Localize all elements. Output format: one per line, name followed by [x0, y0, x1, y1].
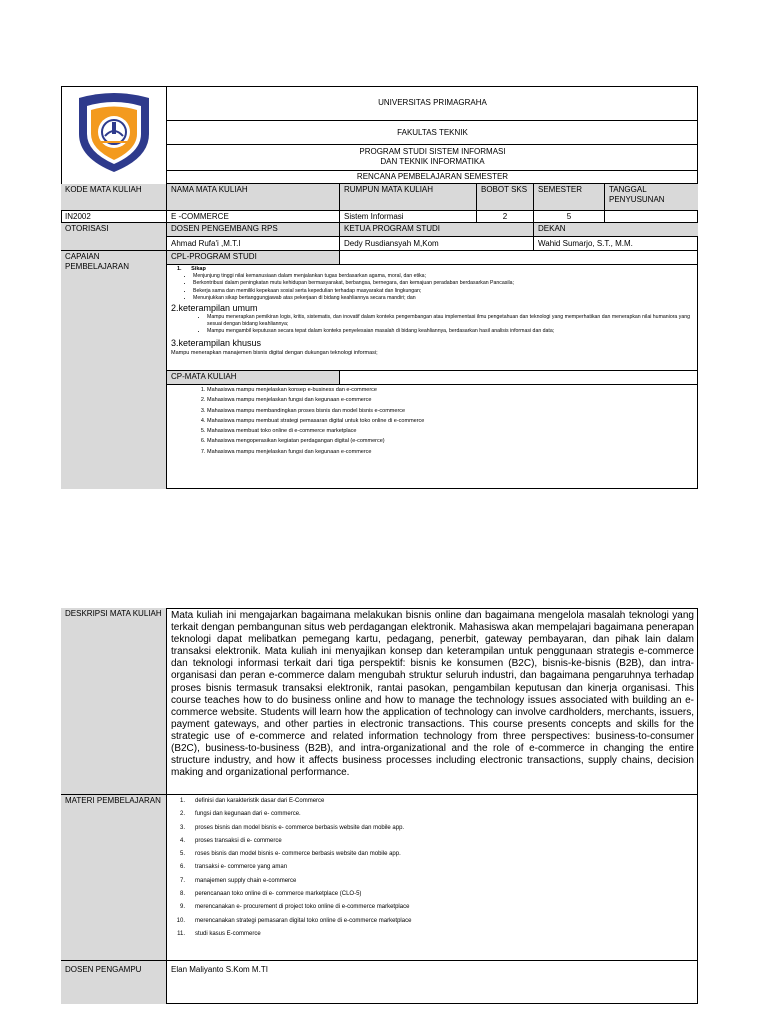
dosen-pengembang-label: DOSEN PENGEMBANG RPS	[167, 222, 340, 236]
list-item	[177, 848, 698, 861]
umum-list	[171, 314, 694, 336]
logo-cell	[61, 86, 167, 184]
materi-text: merencanakan e- procurement di project toko online di e-commerce marketplace	[195, 904, 410, 911]
materi-number: 5.	[179, 851, 185, 858]
materi-text: definisi dan karakteristik dasar dari E-Commerce	[195, 798, 325, 804]
materi-number: 2.	[179, 811, 185, 818]
semester-value: 5	[534, 210, 605, 222]
list-item	[177, 835, 698, 848]
materi-text: studi kasus E-commerce	[195, 930, 261, 937]
list-item: 5. Mahasiswa membuat toko online di e-commerce marketplace	[207, 426, 698, 436]
materi-content	[167, 794, 698, 960]
cpmk-empty-cell	[340, 370, 698, 384]
keterampilan-khusus-text: Mampu menerapkan manajemen bisnis digital dengan dukungan teknologi informasi;	[171, 349, 378, 356]
sikap-title: Sikap	[191, 266, 206, 272]
list-item: 6. Mahasiswa mengoperasikan kegiatan perdagangan digital (e-commerce)	[207, 436, 698, 446]
cpl-empty-cell	[340, 250, 698, 264]
list-item: 1. Mahasiswa mampu menjelaskan konsep e-business dan e-commerce	[207, 385, 698, 395]
sikap-number: 1.	[177, 266, 182, 272]
tanggal-label: TANGGAL PENYUSUNAN	[605, 184, 698, 210]
list-item: 4. Mahasiswa mampu membuat strategi pemasaran digital untuk toko online di e-commerce	[207, 416, 698, 426]
cpl-label: CPL-PROGRAM STUDI	[167, 250, 340, 264]
rps-title: RENCANA PEMBELAJARAN SEMESTER	[167, 170, 698, 184]
faculty-title: FAKULTAS TEKNIK	[167, 121, 698, 145]
list-item	[177, 861, 698, 874]
materi-label: MATERI PEMBELAJARAN	[61, 794, 167, 960]
list-item: 3. Mahasiswa mampu membandingkan proses bisnis dan model bisnis e-commerce	[207, 406, 698, 416]
dosen-pengembang-value: Ahmad Rufa'i ,M.T.I	[167, 236, 340, 250]
rumpun-label: RUMPUN MATA KULIAH	[340, 184, 477, 210]
list-item: • Berkontribusi dalam peningkatan mutu kehidupan bermasyarakat, berbangsa, bernegara, dan kemajuan peradaban berdasarkan Pancasila;	[193, 280, 694, 287]
list-item	[177, 822, 698, 835]
cpmk-label: CP-MATA KULIAH	[167, 370, 340, 384]
capaian-label: CAPAIAN PEMBELAJARAN	[61, 250, 167, 489]
dosen-pengampu-value: Elan Maliyanto S.Kom M.TI	[167, 960, 698, 1004]
list-item	[177, 875, 698, 888]
list-item	[177, 795, 698, 808]
list-item: 7. Mahasiswa mampu menjelaskan fungsi dan kegunaan e-commerce	[207, 447, 698, 457]
list-item: • Mampu menerapkan pemikiran logis, kritis, sistematis, dan inovatif dalam konteks pengembangan atau implementasi ilmu pengetahuan dan teknologi yang memperhatikan dan menerapkan nilai humaniora yang sesuai dengan bidang keahliannya;	[207, 314, 694, 329]
dekan-value: Wahid Sumarjo, S.T., M.M.	[534, 236, 698, 250]
materi-number: 8.	[179, 891, 185, 898]
program-title	[167, 145, 698, 170]
otorisasi-label: OTORISASI	[61, 222, 167, 250]
program-line-2: DAN TEKNIK INFORMATIKA	[380, 157, 485, 166]
list-item: • Menjunjung tinggi nilai kemanusiaan dalam menjalankan tugas berdasarkan agama, moral, dan etika;	[193, 273, 694, 280]
list-item	[177, 915, 698, 928]
bobot-label: BOBOT SKS	[477, 184, 534, 210]
materi-text: fungsi dan kegunaan dari e- commerce.	[195, 811, 301, 818]
keterampilan-umum-title: 2.keterampilan umum	[171, 302, 258, 313]
materi-text: manajemen supply chain e-commerce	[195, 877, 297, 884]
cpmk-list	[167, 385, 698, 457]
materi-list	[167, 795, 698, 941]
program-line-1: PROGRAM STUDI SISTEM INFORMASI	[359, 147, 506, 156]
kaprodi-label: KETUA PROGRAM STUDI	[340, 222, 534, 236]
materi-number: 10.	[176, 917, 185, 924]
nama-label: NAMA MATA KULIAH	[167, 184, 340, 210]
materi-number: 3.	[179, 824, 185, 831]
list-item: • Menunjukkan sikap bertanggungjawab atas pekerjaan di bidang keahliannya secara mandiri; dan	[193, 295, 694, 302]
list-item	[177, 808, 698, 821]
semester-label: SEMESTER	[534, 184, 605, 210]
dekan-label: DEKAN	[534, 222, 698, 236]
kaprodi-value: Dedy Rusdiansyah M,Kom	[340, 236, 534, 250]
university-title: UNIVERSITAS PRIMAGRAHA	[167, 86, 698, 121]
materi-text: proses transaksi di e- commerce	[195, 837, 282, 844]
materi-number: 9.	[179, 904, 185, 911]
list-item	[177, 901, 698, 914]
materi-text: merencanakan strategi pemasaran digital toko online di e-commerce marketplace	[195, 917, 412, 924]
materi-number: 1.	[179, 798, 185, 804]
materi-text: transaksi e- commerce yang aman	[195, 864, 288, 871]
rumpun-value: Sistem Informasi	[340, 210, 477, 222]
cpl-content	[167, 264, 698, 370]
kode-value: IN2002	[61, 210, 167, 222]
bobot-value: 2	[477, 210, 534, 222]
list-item: • Mampu mengambil keputusan secara tepat dalam konteks penyelesaian masalah di bidang keahliannya, berdasarkan hasil analisis informasi dan data;	[207, 328, 694, 335]
list-item: • Bekerja sama dan memiliki kepekaan sosial serta kepedulian terhadap masyarakat dan lingkungan;	[193, 288, 694, 295]
materi-text: perencanaan toko online di e- commerce marketplace (CLO-5)	[195, 891, 362, 898]
materi-number: 11.	[177, 930, 185, 937]
tanggal-value	[605, 210, 698, 222]
cpmk-content	[167, 384, 698, 489]
materi-text: proses bisnis dan model bisnis e- commerce berbasis website dan mobile app.	[195, 824, 405, 831]
keterampilan-khusus-title: 3.keterampilan khusus	[171, 337, 262, 348]
dosen-pengampu-label: DOSEN PENGAMPU	[61, 960, 167, 1004]
university-logo-icon	[61, 86, 167, 184]
list-item	[177, 928, 698, 941]
kode-label: KODE MATA KULIAH	[61, 184, 167, 210]
materi-number: 4.	[179, 837, 185, 844]
materi-number: 7.	[179, 877, 185, 884]
list-item	[177, 888, 698, 901]
sikap-list	[171, 273, 694, 303]
list-item: 2. Mahasiswa mampu menjelaskan fungsi dan kegunaan e-commerce	[207, 395, 698, 405]
nama-value: E -COMMERCE	[167, 210, 340, 222]
deskripsi-label: DESKRIPSI MATA KULIAH	[61, 608, 167, 794]
materi-text: roses bisnis dan model bisnis e- commerce berbasis website dan mobile app.	[195, 851, 401, 858]
deskripsi-text: Mata kuliah ini mengajarkan bagaimana melakukan bisnis online dan bagaimana mengelola masalah teknologi yang terkait dengan pembangunan situs web perdagangan elektronik. Mahasiswa akan mempelajari bagaimana penerapan teknologi dapat melibatkan pemegang kartu, pedagang, penerbit, gateway pembayaran, dan pihak lain dalam transaksi elektronik. Mata kuliah ini menyajikan konsep dan keterampilan untuk penggunaan strategis e-commerce dan teknologi informasi terkait dari tiga perspektif: bisnis ke konsumen (B2C), bisnis-ke-bisnis (B2B), dan intra-organisasi dan peran e-commerce dalam mengubah struktur seluruh industri, dan bagaimana pengaruhnya terhadap proses bisnis termasuk transaksi elektronik, rantai pasokan, pengambilan keputusan dan kinerja organisasi. This course teaches how to do business online and how to manage the technology issues associated with building an e-commerce website. Students will learn how the application of technology can involve cardholders, merchants, issuers, payment gateways, and other parties in electronic transactions. This course presents concepts and skills for the strategic use of e-commerce and related information technology from three perspectives: business-to-consumer (B2C), business-to-business (B2B), and intra-organizational and the role of e-commerce in changing the entire structure industry, and how it affects business processes including electronic transactions, supply chains, decision making and organizational performance.	[171, 610, 694, 779]
materi-number: 6.	[179, 864, 185, 871]
